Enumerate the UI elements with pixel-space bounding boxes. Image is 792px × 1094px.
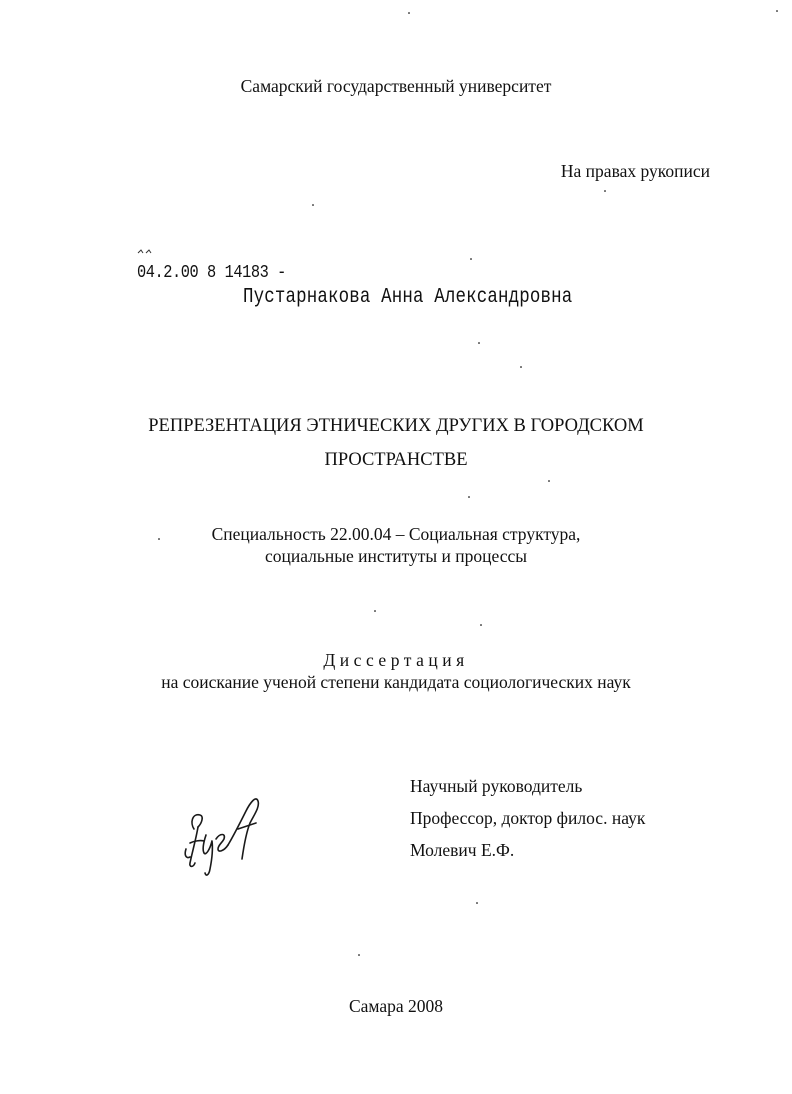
supervisor-label: Научный руководитель [410,776,583,796]
dissertation-heading: Диссертация [323,650,469,670]
rights-note: На правах рукописи [560,161,710,181]
scan-speck [468,496,470,498]
city-year: Самара 2008 [348,996,444,1016]
scan-speck [478,342,480,344]
university-name: Самарский государственный университет [240,76,552,96]
scan-speck [476,902,478,904]
scan-speck [158,538,160,540]
scan-speck [776,10,778,12]
scan-speck [408,12,410,14]
specialty-line-2: социальные институты и процессы [264,546,528,566]
thesis-title-line-1: РЕПРЕЗЕНТАЦИЯ ЭТНИЧЕСКИХ ДРУГИХ В ГОРОДСКОМ [148,416,644,436]
scan-speck [470,258,472,260]
supervisor-name: Молевич Е.Ф. [410,840,515,860]
dissertation-subtitle: на соискание ученой степени кандидата социологических наук [161,672,631,692]
scan-speck [520,366,522,368]
scan-speck [548,480,550,482]
library-stamp-code: 04.2.00 8 14183 - [137,263,286,283]
author-name: Пустарнакова Анна Александровна [243,286,573,309]
scan-speck [480,624,482,626]
scan-speck [374,610,376,612]
handwritten-signature [180,783,270,883]
thesis-title-line-2: ПРОСТРАНСТВЕ [324,450,468,470]
scan-speck [358,954,360,956]
specialty-line-1: Специальность 22.00.04 – Социальная структура, [211,524,581,544]
scan-speck [604,190,606,192]
scan-speck [312,204,314,206]
stamp-marks [137,247,177,257]
supervisor-title: Профессор, доктор филос. наук [410,808,646,828]
